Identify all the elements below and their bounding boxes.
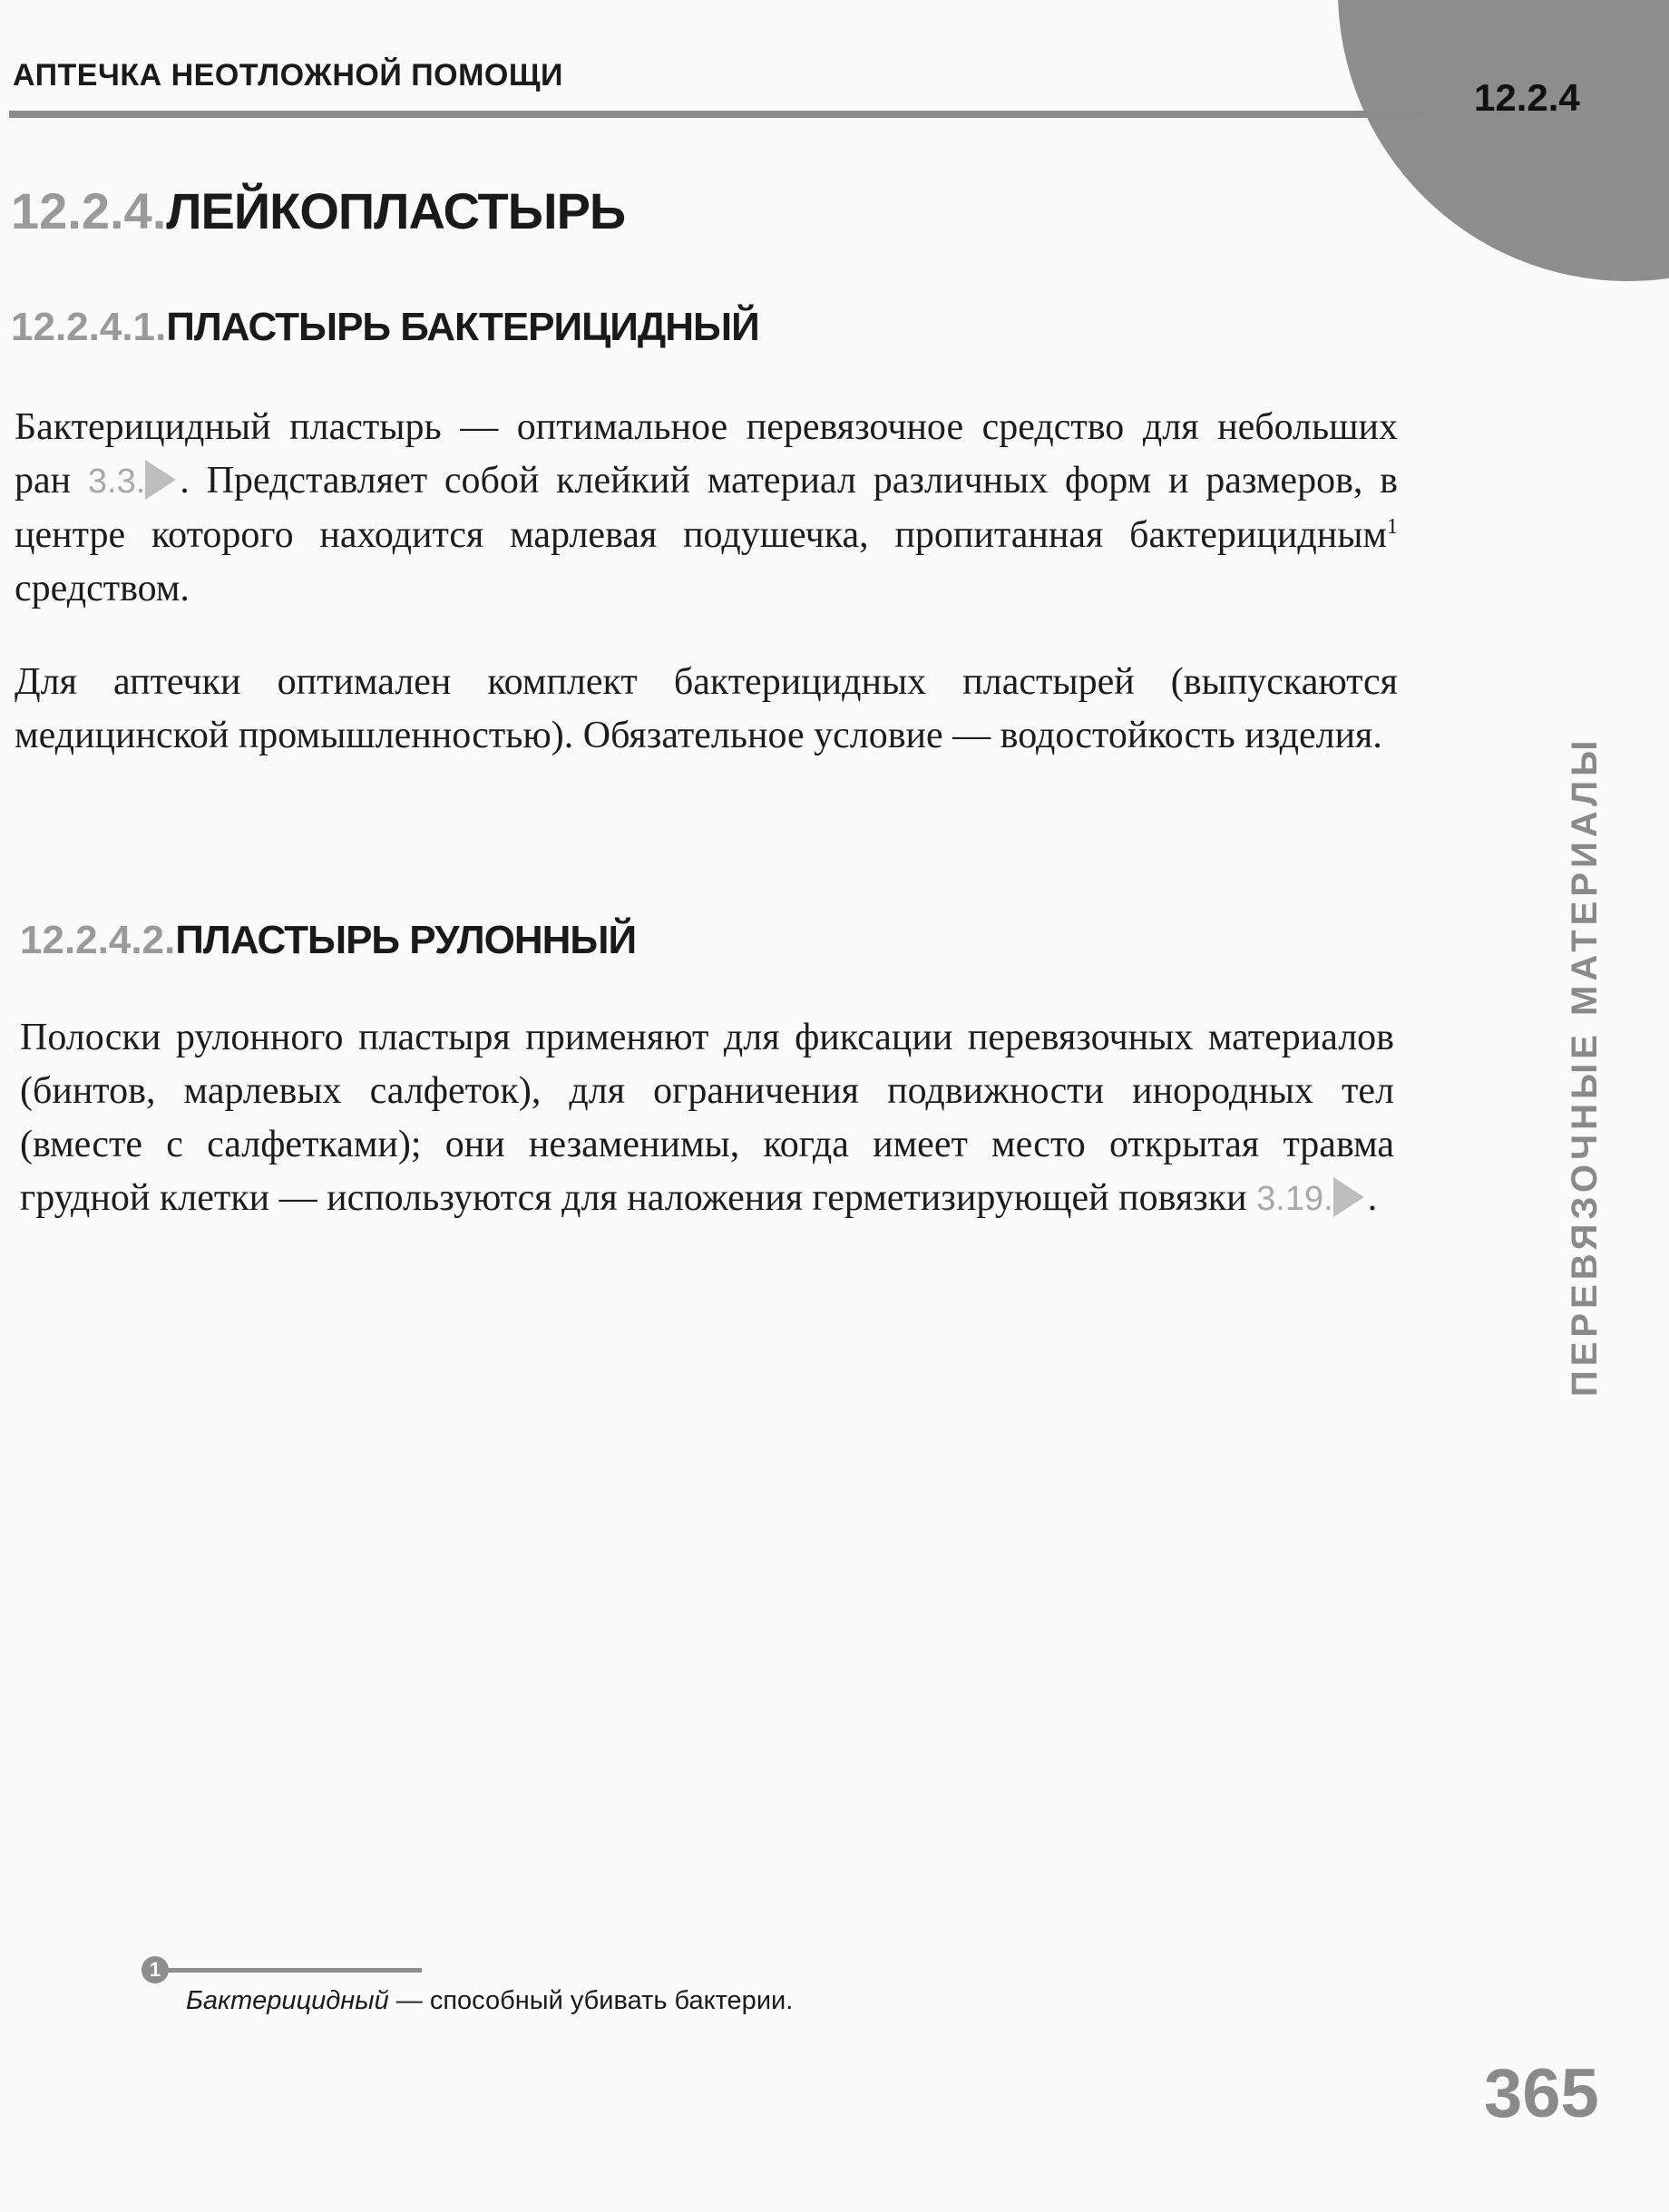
cross-reference-arrow-icon[interactable]: [145, 460, 176, 500]
paragraph-text: Полоски рулонного пластыря применяют для фиксации перевязочных материалов (бинтов, марлевых салфеток), для ограничения подвижности инородных тел (вместе с салфетками); они незаменимы, когда имеет место открытая травма грудной клетки — используются для наложения герметизирующей повязки: [20, 1017, 1394, 1219]
footnote-term: Бактерицидный: [186, 1986, 389, 2015]
paragraph-bactericidal-1: [15, 401, 1398, 616]
footnote-definition: — способный убивать бактерии.: [388, 1986, 794, 2015]
paragraph-text: средством.: [15, 568, 190, 609]
running-head: АПТЕЧКА НЕОТЛОЖНОЙ ПОМОЩИ: [13, 58, 563, 93]
corner-tab-decoration: [1338, 0, 1669, 281]
paragraph-text: . Представляет собой клейкий материал различных форм и размеров, в центре которого находится марлевая подушечка, пропитанная бактерицидным: [15, 460, 1399, 556]
section-number: 12.2.4.: [11, 182, 167, 239]
header-rule: [9, 111, 1424, 118]
subsection-title-1: ПЛАСТЫРЬ БАКТЕРИЦИДНЫЙ: [166, 305, 759, 349]
subsection-number-2: 12.2.4.2.: [20, 918, 176, 962]
cross-reference-3-19[interactable]: 3.19.: [1256, 1180, 1333, 1218]
footnote-reference[interactable]: 1: [1387, 515, 1398, 539]
paragraph-text: Бактерицидный пластырь — оптимальное перевязочное средство для небольших ран: [15, 406, 1398, 502]
cross-reference-arrow-icon[interactable]: [1333, 1177, 1364, 1217]
footnote-text: [186, 1986, 793, 2016]
paragraph-bactericidal-2: Для аптечки оптимален комплект бактерицидных пластырей (выпускаются медицинской промышленностью). Обязательное условие — водостойкость изделия.: [15, 661, 1398, 756]
subsection-heading-1: [11, 305, 759, 350]
cross-reference-3-3[interactable]: 3.3.: [87, 463, 146, 501]
chapter-side-tab: ПЕРЕВЯЗОЧНЫЕ МАТЕРИАЛЫ: [1565, 736, 1605, 1397]
page-number: 365: [1484, 2055, 1599, 2132]
section-code-badge: 12.2.4: [1474, 76, 1580, 119]
paragraph-text: .: [1367, 1177, 1378, 1219]
paragraph-roll-plaster: [20, 1011, 1394, 1226]
footnote-rule: [163, 1968, 422, 1973]
section-title: ЛЕЙКОПЛАСТЫРЬ: [166, 182, 626, 239]
subsection-heading-2: [20, 918, 636, 963]
section-heading: [11, 181, 625, 240]
subsection-title-2: ПЛАСТЫРЬ РУЛОННЫЙ: [175, 918, 637, 962]
footnote-marker: 1: [142, 1956, 169, 1983]
subsection-number-1: 12.2.4.1.: [11, 305, 167, 349]
